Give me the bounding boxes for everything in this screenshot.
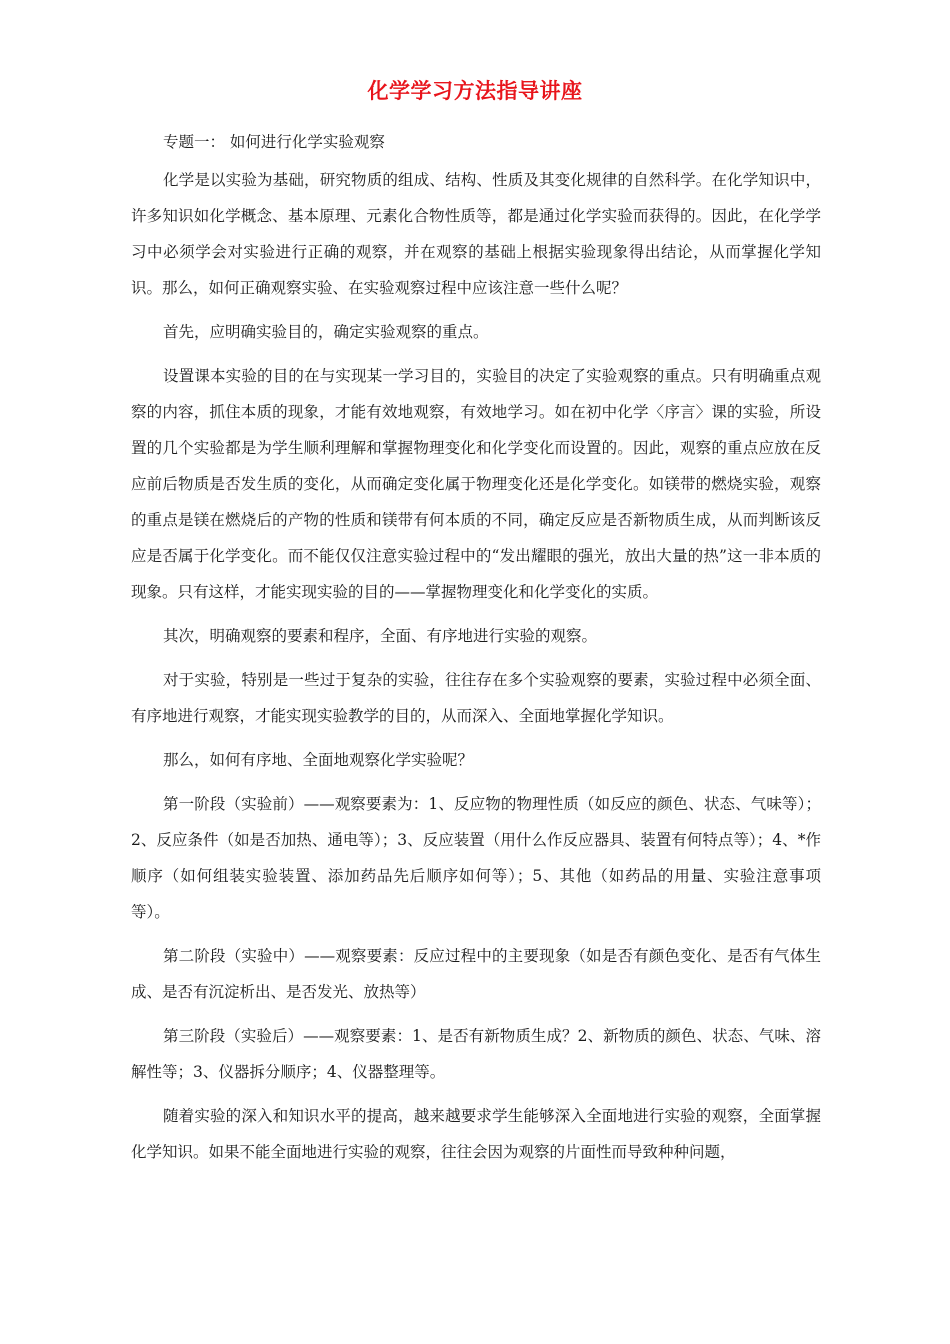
paragraph: 那么，如何有序地、全面地观察化学实验呢？ xyxy=(163,751,474,769)
document-body xyxy=(131,124,821,1178)
paragraph: 对于实验，特别是一些过于复杂的实验，往往存在多个实验观察的要素，实验过程中必须全面、有序地进行观察，才能实现实验教学的目的，从而深入、全面地掌握化学知识。 xyxy=(131,671,821,725)
paragraph: 设置课本实验的目的在与实现某一学习目的，实验目的决定了实验观察的重点。只有明确重点观察的内容，抓住本质的现象，才能有效地观察，有效地学习。如在初中化学〈序言〉课的实验，所设置的几个实验都是为学生顺利理解和掌握物理变化和化学变化而设置的。因此，观察的重点应放在反应前后物质是否发生质的变化，从而确定变化属于物理变化还是化学变化。如镁带的燃烧实验，观察的重点是镁在燃烧后的产物的性质和镁带有何本质的不同，确定反应是否新物质生成，从而判断该反应是否属于化学变化。而不能仅仅注意实验过程中的“发出耀眼的强光，放出大量的热”这一非本质的现象。只有这样，才能实现实验的目的——掌握物理变化和化学变化的实质。 xyxy=(131,367,821,601)
paragraph: 首先，应明确实验目的，确定实验观察的重点。 xyxy=(163,323,489,341)
topic-heading: 专题一： 如何进行化学实验观察 xyxy=(163,133,385,151)
paragraph: 随着实验的深入和知识水平的提高，越来越要求学生能够深入全面地进行实验的观察，全面掌握化学知识。如果不能全面地进行实验的观察，往往会因为观察的片面性而导致种种问题， xyxy=(131,1107,821,1161)
paragraph: 化学是以实验为基础，研究物质的组成、结构、性质及其变化规律的自然科学。在化学知识中，许多知识如化学概念、基本原理、元素化合物性质等，都是通过化学实验而获得的。因此，在化学学习中必须学会对实验进行正确的观察，并在观察的基础上根据实验现象得出结论，从而掌握化学知识。那么，如何正确观察实验、在实验观察过程中应该注意一些什么呢？ xyxy=(131,171,821,297)
paragraph: 第二阶段（实验中）——观察要素：反应过程中的主要现象（如是否有颜色变化、是否有气体生成、是否有沉淀析出、是否发光、放热等） xyxy=(131,947,821,1001)
paragraph: 第一阶段（实验前）——观察要素为：1、反应物的物理性质（如反应的颜色、状态、气味等）；2、反应条件（如是否加热、通电等）；3、反应装置（用什么作反应器具、装置有何特点等）；4、*作顺序（如何组装实验装置、添加药品先后顺序如何等）；5、其他（如药品的用量、实验注意事项等）。 xyxy=(131,795,821,921)
document-title: 化学学习方法指导讲座 xyxy=(367,78,583,103)
paragraph: 第三阶段（实验后）——观察要素：1、是否有新物质生成？2、新物质的颜色、状态、气味、溶解性等；3、仪器拆分顺序；4、仪器整理等。 xyxy=(131,1027,821,1081)
paragraph: 其次，明确观察的要素和程序，全面、有序地进行实验的观察。 xyxy=(163,627,598,645)
